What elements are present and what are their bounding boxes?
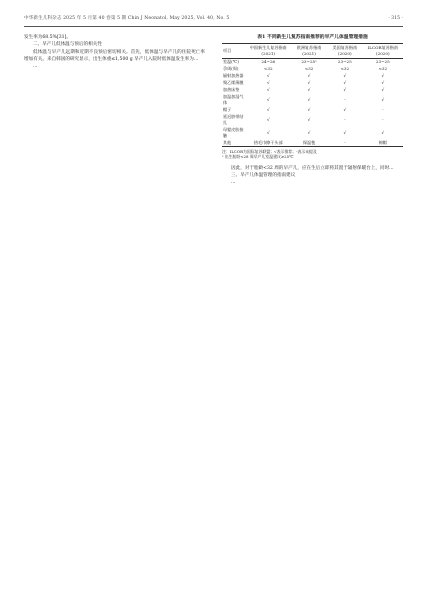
table-cell: 室温(℃) (223, 59, 239, 65)
paragraph: 因此，对于胎龄<32 周的早产儿，应在生后立即将其置于辐射保暖台上，同时... (231, 165, 394, 171)
table-cell: 热毛巾擦干头部 (245, 139, 291, 146)
table-cell: 辐射加热器 (223, 73, 244, 79)
table-row (222, 94, 403, 107)
table-cell: √ (307, 97, 311, 103)
table-cell: √ (343, 80, 347, 86)
table-header-cell: 中国新生儿复苏指南(2021) (245, 44, 291, 59)
page-number: · 315 · (388, 15, 403, 21)
table-row (222, 126, 403, 139)
guideline-table (222, 43, 403, 147)
table-note: 注：ILCOR为国际复苏联盟；√表示推荐；-表示未提及 (222, 149, 317, 155)
table-cell: √ (266, 73, 270, 79)
table-title: 表1 不同新生儿复苏指南推荐的早产儿体温管理措施 (257, 34, 368, 40)
table-cell: √ (381, 129, 385, 135)
table-cell: 23~25ᵃ (301, 59, 317, 65)
table-row (222, 87, 403, 94)
table-cell: √ (307, 129, 311, 135)
table-row (222, 58, 403, 65)
paragraph: 三、早产儿体温管理的指南建议 (231, 173, 296, 179)
running-header (24, 12, 403, 27)
table-cell: 24~26 (261, 59, 276, 65)
table-note: ᵃ 出生胎龄<28 周早产儿室温建议≥25℃ (222, 154, 294, 160)
table-cell: √ (266, 129, 270, 135)
table-row (222, 66, 403, 73)
table-cell: √ (381, 97, 385, 103)
table-cell: √ (307, 117, 311, 123)
table-cell: √ (381, 80, 385, 86)
paragraph: 低体温与早产儿远期和近期不良预后密切相关。首先，低体温与早产儿的住院死亡率增加有关。来自韩国的研究显示，出生体重≤1,500 g 早产儿入院时低体温发生率为... (24, 49, 205, 62)
table-cell: √ (266, 97, 270, 103)
table-notes (222, 149, 403, 160)
table-cell: 孕周(周) (223, 66, 239, 72)
paragraph: ... (231, 180, 236, 186)
table-row (222, 114, 403, 127)
left-column (24, 34, 205, 589)
table-cell: √ (266, 80, 270, 86)
table-cell: - (382, 107, 384, 113)
table-cell: 棉帽 (363, 139, 403, 146)
table-cell: - (344, 117, 346, 123)
paragraph: ... (33, 64, 38, 69)
table-cell: √ (307, 87, 311, 93)
table-cell: 加热床垫 (223, 87, 240, 93)
table-cell: <32 (263, 66, 273, 72)
table-header-cell: 欧洲复苏指南(2021) (291, 44, 327, 59)
table-header-cell: ILCOR复苏指南(2020) (363, 44, 403, 59)
table-row (222, 80, 403, 87)
table-cell: 帽子 (223, 107, 232, 113)
table-cell: √ (343, 107, 347, 113)
table-cell: √ (381, 73, 385, 79)
table-cell: √ (266, 87, 270, 93)
table-cell: √ (266, 117, 270, 123)
paragraph: 二、早产儿低体温与预后的相关性 (33, 42, 102, 48)
table-block (222, 34, 403, 160)
table-cell: <32 (340, 66, 350, 72)
table-cell: 23~25 (375, 59, 390, 65)
right-column (222, 34, 403, 589)
table-header-cell: 美国复苏指南(2020) (327, 44, 363, 59)
right-column-text (222, 165, 403, 187)
table-row (222, 139, 403, 146)
table-row (222, 107, 403, 114)
table-cell: 延迟脐带结扎 (223, 114, 244, 125)
table-cell: √ (343, 129, 347, 135)
table-cell: 聚乙烯薄膜 (223, 80, 244, 86)
table-cell: - (382, 117, 384, 123)
table-cell: 母婴皮肤接触 (223, 126, 244, 138)
table-cell: <32 (378, 66, 388, 72)
table-cell: <32 (304, 66, 314, 72)
paragraph: 发生率为68.5%[31]。 (24, 35, 71, 40)
table-cell: √ (307, 73, 311, 79)
table-header-cell: 项目 (222, 44, 245, 59)
table-cell: 保温毯 (291, 139, 327, 146)
table-cell: √ (343, 87, 347, 93)
table-cell: √ (307, 107, 311, 113)
table-cell: √ (381, 87, 385, 93)
table-cell: 23~25 (337, 59, 352, 65)
journal-info: 中华新生儿科杂志 2025 年 5 月第 40 卷第 5 期 Chin J Neonatol, May 2025, Vol. 40, No. 5 (24, 16, 230, 21)
table-cell: 加温加湿气体 (223, 94, 244, 106)
table-cell: 其他 (222, 139, 245, 146)
table-cell: - (327, 139, 363, 146)
table-cell: √ (266, 107, 270, 113)
table-cell: - (344, 97, 346, 103)
table-cell: √ (343, 73, 347, 79)
table-row (222, 73, 403, 80)
table-cell: √ (307, 80, 311, 86)
